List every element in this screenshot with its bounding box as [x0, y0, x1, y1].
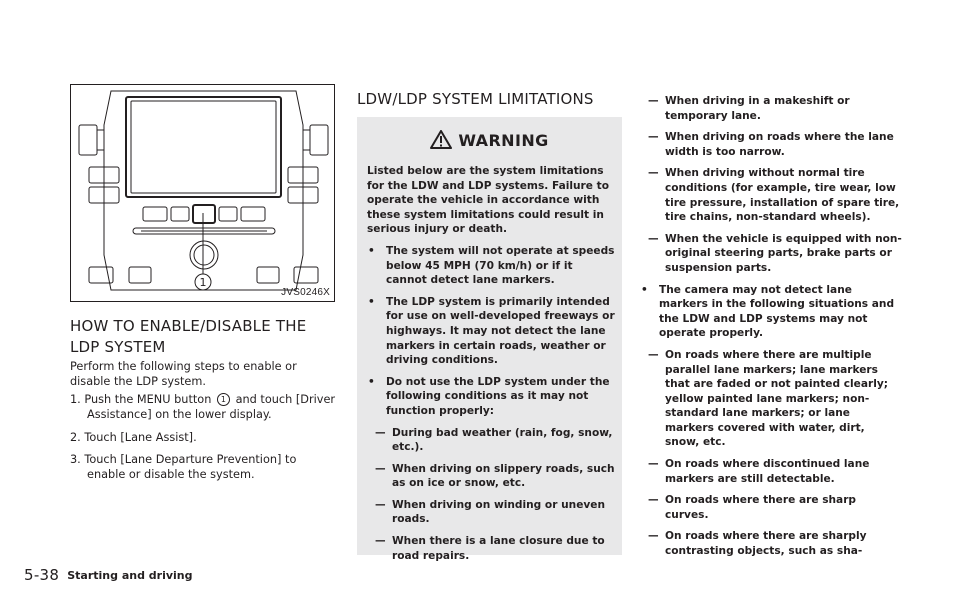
section-name: Starting and driving	[67, 569, 193, 582]
bullet-item: • Do not use the LDP system under the following conditions as it may not function properly:	[367, 375, 616, 419]
figure-code: JVS0246X	[281, 287, 330, 298]
warning-title: WARNING	[357, 130, 622, 150]
right-column	[640, 94, 902, 566]
dash-item: — On roads where discontinued lane markers are still detectable.	[648, 458, 870, 485]
page-number: 5-38	[24, 566, 60, 584]
section-heading-limitations: LDW/LDP SYSTEM LIMITATIONS	[357, 90, 594, 108]
dash-item: — On roads where there are sharply contrasting objects, such as sha-	[648, 530, 867, 558]
dash-item: — When driving without normal tire conditions (for example, tire wear, low tire pressure, installation of spare tire, tire chains, non-standard wheels).	[648, 167, 900, 224]
warning-lead: Listed below are the system limitations for the LDW and LDP systems. Failure to operate the vehicle in accordance with these system limitations could result in serious injury or death.	[367, 165, 609, 236]
dash-item: — When driving on winding or uneven roads.	[375, 498, 606, 526]
warning-triangle-icon	[430, 130, 452, 149]
dash-item: — When driving on slippery roads, such as on ice or snow, etc.	[375, 462, 615, 490]
figure-callout-label: 1	[199, 276, 207, 289]
dash-item: — When there is a lane closure due to road repairs.	[375, 535, 605, 562]
step-item: 2. Touch [Lane Assist].	[70, 430, 197, 444]
warning-box	[357, 117, 622, 562]
dash-item: — When driving in a makeshift or temporary lane.	[648, 95, 850, 122]
step-item: 1. Push the MENU button 1 and touch [Driver Assistance] on the lower display.	[70, 393, 336, 422]
dash-item: — On roads where there are sharp curves.	[648, 494, 857, 521]
bullet-item: • The LDP system is primarily intended for use on well-developed freeways or highways. It may not detect the lane markers in certain roads, weather or driving conditions.	[367, 295, 616, 368]
page-footer	[24, 566, 193, 584]
bullet-item: • The system will not operate at speeds below 45 MPH (70 km/h) or if it cannot detect lane markers.	[367, 244, 616, 288]
dash-item: — When driving on roads where the lane width is too narrow.	[648, 131, 894, 158]
steps-list	[70, 392, 337, 489]
bullet-item: • The camera may not detect lane markers in the following situations and the LDW and LDP systems may not operate properly.	[640, 283, 902, 341]
callout-1-icon: 1	[217, 393, 230, 406]
center-console-illustration	[71, 85, 335, 302]
intro-paragraph: Perform the following steps to enable or disable the LDP system.	[70, 360, 297, 389]
section-heading-enable-disable: HOW TO ENABLE/DISABLE THE LDP SYSTEM	[70, 317, 307, 356]
step-item: 3. Touch [Lane Departure Prevention] to enable or disable the system.	[70, 452, 297, 482]
dash-item: — During bad weather (rain, fog, snow, etc.).	[375, 426, 613, 454]
dashboard-figure	[70, 84, 335, 302]
dash-item: — On roads where there are multiple parallel lane markers; lane markers that are faded or not painted clearly; yellow painted lane markers; non-standard lane markers; or lane markers covered with water, dirt, snow, etc.	[648, 348, 888, 449]
warning-body	[367, 164, 616, 570]
dash-item: — When the vehicle is equipped with non-original steering parts, brake parts or suspension parts.	[648, 232, 902, 274]
